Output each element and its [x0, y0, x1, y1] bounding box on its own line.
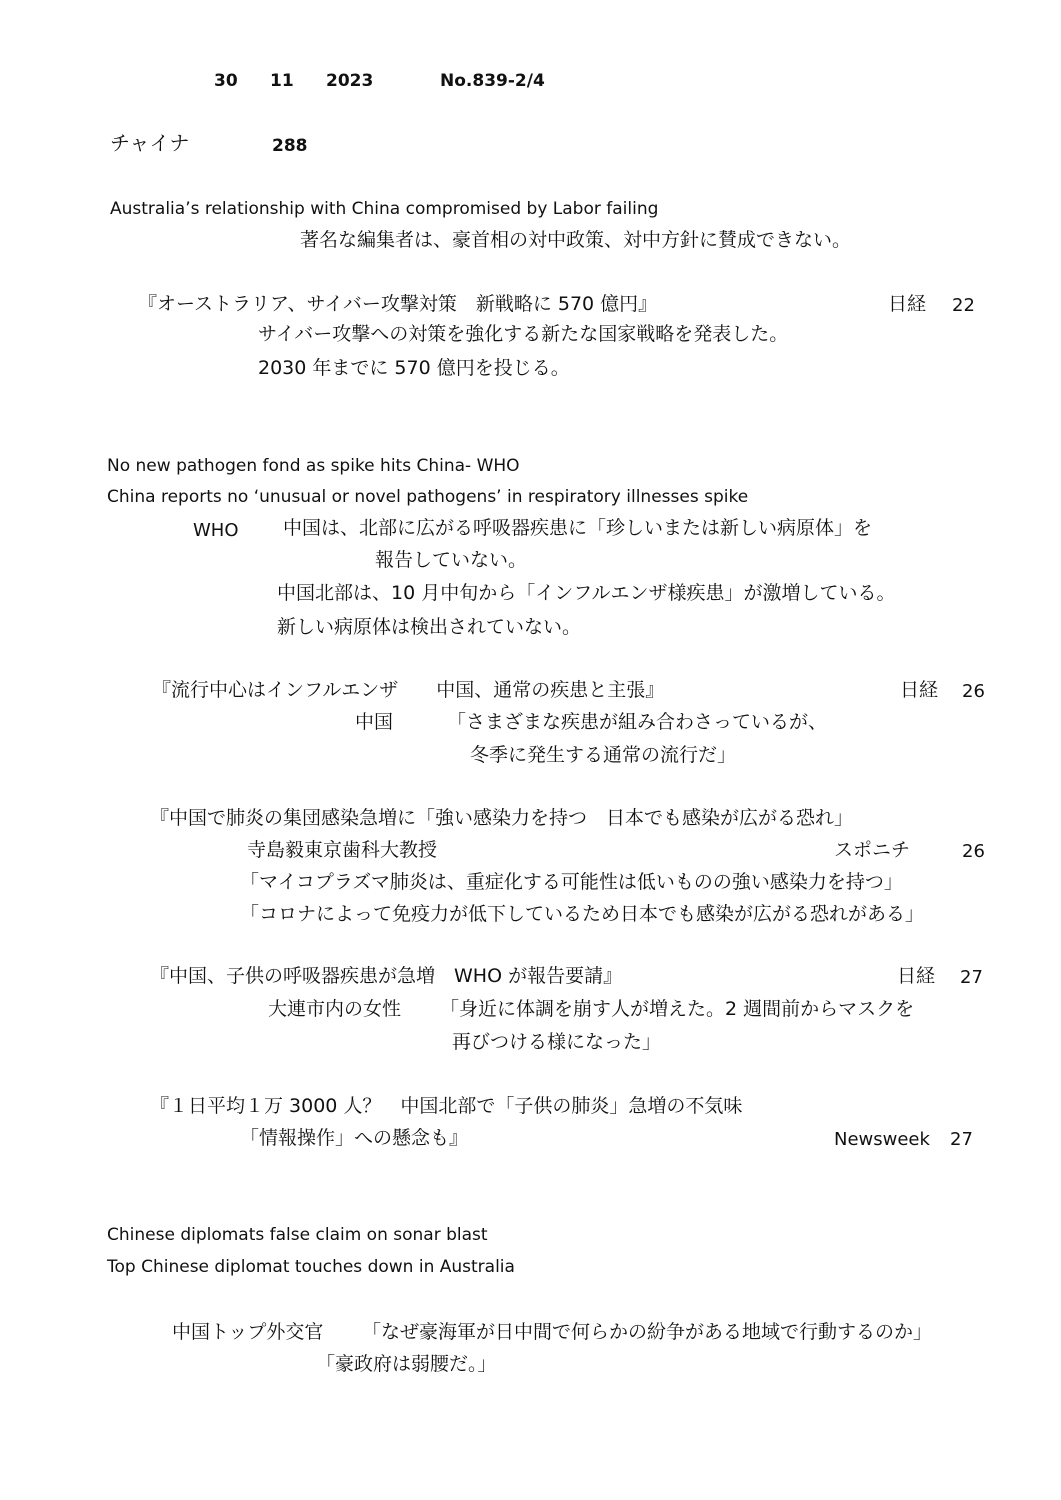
block4-quote2: 冬季に発生する通常の流行だ」 [470, 744, 737, 766]
block1-summary: 著名な編集者は、豪首相の対中政策、対中方針に賛成できない。 [300, 229, 852, 251]
block6-title: 『中国、子供の呼吸器疾患が急増 WHO が報告要請』 [150, 965, 623, 987]
block8-quote1: 「なぜ豪海軍が日中間で何らかの紛争がある地域で行動するのか」 [362, 1321, 933, 1343]
block1-headline: Australia’s relationship with China compromised by Labor failing [110, 199, 659, 219]
block3-line3: 中国北部は、10 月中旬から「インフルエンザ様疾患」が激増している。 [277, 582, 896, 604]
block7-date: 27 [950, 1129, 973, 1150]
header-year: 2023 [326, 71, 374, 91]
block2-line2: 2030 年までに 570 億円を投じる。 [258, 357, 570, 379]
block6-quote2: 再びつける様になった」 [452, 1031, 662, 1053]
block2-line1: サイバー攻撃への対策を強化する新たな国家戦略を発表した。 [258, 323, 789, 345]
block5-title: 『中国で肺炎の集団感染急増に「強い感染力を持つ 日本でも感染が広がる恐れ」 [150, 807, 854, 829]
block6-quote1: 「身近に体調を崩す人が増えた。2 週間前からマスクを [440, 998, 915, 1020]
block4-source: 日経 [900, 679, 939, 701]
block4-quote1: 「さまざまな疾患が組み合わさっているが、 [447, 711, 828, 733]
block8-quote2: 「豪政府は弱腰だ。」 [316, 1353, 497, 1375]
block5-quote2: 「コロナによって免疫力が低下しているため日本でも感染が広がる恐れがある」 [240, 903, 925, 925]
block5-source: スポニチ [834, 839, 911, 861]
block6-date: 27 [960, 967, 983, 988]
block8-headline1: Chinese diplomats false claim on sonar blast [107, 1225, 488, 1245]
block3-headline2: China reports no ‘unusual or novel pathogens’ in respiratory illnesses spike [107, 487, 749, 507]
block4-speaker: 中国 [355, 711, 394, 733]
block7-title1: 『１日平均１万 3000 人？ 中国北部で「子供の肺炎」急増の不気味 [150, 1095, 743, 1117]
block7-source: Newsweek [834, 1129, 930, 1150]
block8-headline2: Top Chinese diplomat touches down in Australia [107, 1257, 515, 1277]
block3-line1: 中国は、北部に広がる呼吸器疾患に「珍しいまたは新しい病原体」を [283, 517, 873, 539]
block2-source: 日経 [888, 293, 927, 315]
block3-line2: 報告していない。 [375, 549, 528, 571]
block5-speaker: 寺島毅東京歯科大教授 [247, 839, 438, 861]
header-month: 11 [270, 71, 294, 91]
section-number: 288 [272, 136, 308, 156]
block4-title: 『流行中心はインフルエンザ 中国、通常の疾患と主張』 [152, 679, 665, 701]
block7-title2: 「情報操作」への懸念も』 [240, 1127, 469, 1149]
block2-date: 22 [952, 295, 975, 316]
section-title: チャイナ [110, 131, 190, 155]
header-issue: No.839-2/4 [440, 71, 545, 91]
block3-line4: 新しい病原体は検出されていない。 [277, 616, 582, 638]
block3-headline1: No new pathogen fond as spike hits China- WHO [107, 456, 520, 476]
header-day: 30 [214, 71, 238, 91]
block6-source: 日経 [897, 965, 936, 987]
block5-quote1: 「マイコプラズマ肺炎は、重症化する可能性は低いものの強い感染力を持つ」 [240, 871, 903, 893]
block5-date: 26 [962, 841, 985, 862]
block4-date: 26 [962, 681, 985, 702]
block2-title: 『オーストラリア、サイバー攻撃対策 新戦略に 570 億円』 [138, 293, 658, 315]
block8-speaker: 中国トップ外交官 [172, 1321, 324, 1343]
block3-speaker: WHO [193, 520, 239, 541]
block6-speaker: 大連市内の女性 [268, 998, 402, 1020]
